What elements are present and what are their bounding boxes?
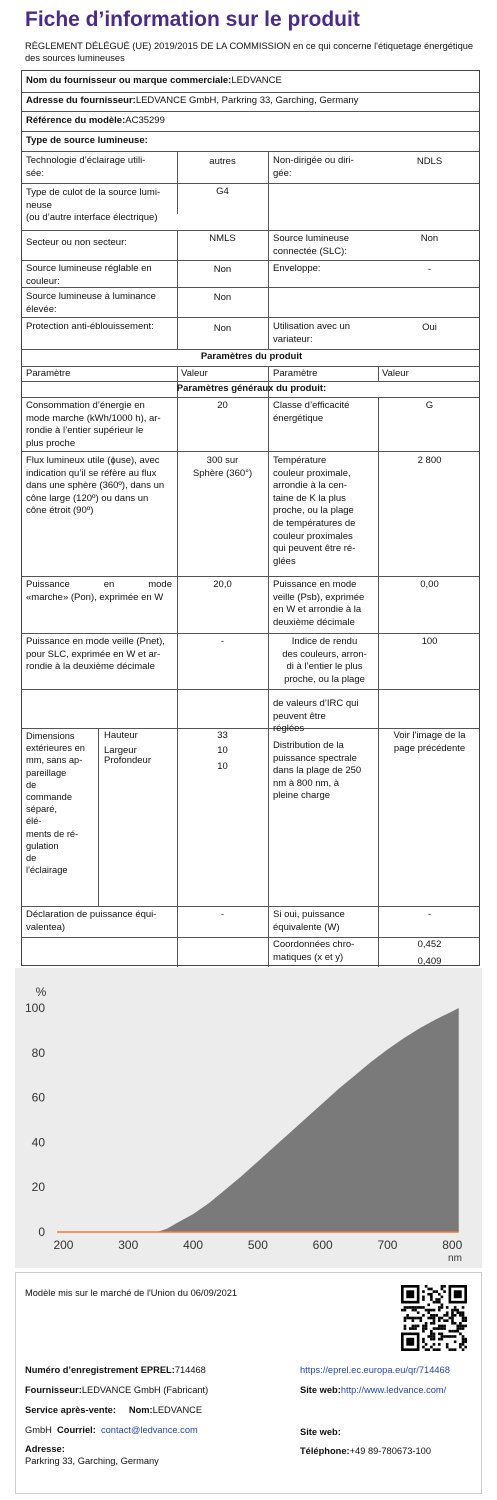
col-value-2: Valeur [382, 368, 409, 379]
height-label: Hauteur [104, 730, 138, 741]
on-mode-power-label: Puissance en mode «marche» (Pon), exprimée en W [26, 579, 172, 603]
equivalent-power-value: - [220, 909, 225, 920]
website-link[interactable]: http://www.ledvance.com/ [340, 1385, 447, 1395]
y-tick-label: 0 [38, 1225, 45, 1239]
high-luminance-value: Non [213, 292, 232, 303]
spectral-power-chart-svg [15, 968, 482, 1268]
eprel-registration: Numéro d’enregistrement EPREL:714468 [25, 1365, 206, 1375]
height-value: 33 [217, 730, 228, 741]
dimensions-label: Dimensions extérieures en mm, sans ap- pareillage de commande séparé, élé- ments de ré- gulation de l'éclairage [26, 731, 85, 876]
cri-label-continued: de valeurs d’IRC qui peuvent être réglées [273, 698, 359, 735]
useful-flux-label: Flux lumineux utile (ɸuse), avec indication qu’il se réfère au flux dans une sphère (360º), dans un cône large (120º) ou dans un cône étroit (90º) [26, 455, 165, 517]
on-mode-power-value: 20,0 [213, 579, 232, 590]
cri-value: 100 [421, 636, 438, 647]
efficiency-class-label: Classe d’efficacité énergétique [273, 400, 350, 424]
network-standby-label: Puissance en mode veille (Pnet), pour SLC, exprimée en W et ar- rondie à la deuxième décimale [26, 636, 165, 673]
chromaticity-x: 0,452 [417, 939, 442, 950]
equivalent-power-label: Déclaration de puissance équi- valentea) [26, 909, 157, 933]
connected-value: Non [420, 233, 439, 244]
product-info-table [21, 70, 480, 966]
equivalent-power-yes-value: - [427, 909, 432, 920]
lighting-technology-label: Technologie d’éclairage utili- sée: [26, 155, 146, 179]
footer-supplier: Fournisseur:LEDVANCE GmbH (Fabricant) [25, 1385, 209, 1395]
standby-power-label: Puissance en mode veille (Psb), exprimée en W et arrondie à la deuxième décimale [273, 579, 365, 628]
consumption-value: 20 [217, 400, 228, 411]
x-tick-label: 700 [377, 1238, 398, 1252]
connected-label: Source lumineuse connectée (SLC): [273, 233, 350, 257]
dimmable-value: Oui [422, 322, 437, 333]
supplier-address: Adresse du fournisseur:LEDVANCE GmbH, Parkring 33, Garching, Germany [26, 95, 359, 106]
y-tick-label: 80 [31, 1045, 45, 1060]
mains-label: Secteur ou non secteur: [26, 237, 127, 248]
colour-tunable-value: Non [213, 264, 232, 275]
after-sales-address: Adresse: Parkring 33, Garching, Germany [25, 1444, 159, 1466]
footer-phone: Téléphone:+49 89-780673-100 [300, 1446, 432, 1456]
x-tick-label: 400 [183, 1238, 204, 1252]
network-standby-value: - [220, 636, 225, 647]
after-sales: Service après-vente: Nom:LEDVANCE [25, 1405, 203, 1415]
dimmable-label: Utilisation avec un variateur: [273, 321, 351, 345]
envelope-label: Enveloppe: [273, 263, 321, 274]
regulation-text: RÈGLEMENT DÉLÉGUÉ (UE) 2019/2015 DE LA COMMISSION en ce qui concerne l'étiquetage énergétique des sources lumineuses [25, 41, 474, 63]
x-tick-label: 300 [118, 1238, 139, 1252]
anti-glare-value: Non [213, 323, 232, 334]
footer [15, 1272, 482, 1494]
params-heading: Paramètres du produit [200, 351, 303, 362]
y-tick-label: 100 [24, 1001, 45, 1015]
x-tick-label: 200 [53, 1238, 74, 1252]
market-date: Modèle mis sur le marché de l'Union du 06/09/2021 [25, 1288, 238, 1298]
qr-code[interactable] [401, 1285, 467, 1351]
footer-website-2: Site web: [300, 1427, 341, 1437]
lighting-technology-value: autres [209, 156, 236, 167]
equivalent-power-yes-label: Si oui, puissance équivalente (W) [273, 909, 345, 933]
supplier-name: Nom du fournisseur ou marque commerciale:LEDVANCE [26, 75, 282, 86]
source-type-heading: Type de source lumineuse: [26, 135, 148, 146]
efficiency-class-value: G [425, 400, 434, 411]
depth-value: 10 [217, 761, 228, 772]
after-sales-email: GmbH Courriel: contact@ledvance.com [25, 1425, 198, 1435]
y-tick-label: 60 [31, 1090, 45, 1105]
spectral-power-chart [15, 968, 482, 1268]
colour-tunable-label: Source lumineuse réglable en couleur: [26, 263, 152, 287]
col-value-1: Valeur [181, 368, 208, 379]
cri-label: Indice de rendu des couleurs, arron- di à l’entier le plus proche, ou la plage [282, 636, 367, 685]
spectral-distribution-value: Voir l'image de la page précédente [393, 730, 466, 754]
y-tick-label: 40 [31, 1135, 45, 1150]
footer-website: Site web:http://www.ledvance.com/ [300, 1385, 447, 1395]
chromaticity-label: Coordonnées chro- matiques (x et y) [273, 939, 355, 963]
general-params-heading: Paramètres généraux du produit: [176, 383, 327, 394]
x-tick-label: 800 [442, 1238, 463, 1252]
spectral-distribution-label: Distribution de la puissance spectrale dans la plage de 250 nm à 800 nm, à pleine charge [273, 740, 362, 802]
cct-value: 2 800 [417, 455, 442, 466]
col-param-1: Paramètre [26, 368, 71, 379]
standby-power-value: 0,00 [420, 579, 439, 590]
anti-glare-label: Protection anti-éblouissement: [26, 321, 154, 332]
cap-type-value: G4 [216, 186, 229, 197]
width-value: 10 [217, 745, 228, 756]
directional-label: Non-dirigée ou diri- gée: [273, 155, 354, 179]
directional-value: NDLS [416, 156, 443, 167]
col-param-2: Paramètre [273, 368, 318, 379]
width-label: Largeur [104, 745, 137, 756]
spectrum-area [96, 1008, 459, 1232]
x-tick-label: 500 [247, 1238, 268, 1252]
page-title: Fiche d’information sur le produit [25, 8, 360, 31]
cap-type-label: Type de culot de la source lumi- neuse (ou d’autre interface électrique) [26, 187, 161, 224]
chromaticity-y: 0,409 [417, 956, 442, 967]
y-tick-label: 20 [31, 1180, 45, 1195]
high-luminance-label: Source lumineuse à luminance élevée: [26, 291, 156, 315]
eprel-link[interactable]: https://eprel.ec.europa.eu/qr/714468 [300, 1365, 450, 1375]
y-axis-label: % [35, 985, 47, 999]
email-link[interactable]: contact@ledvance.com [100, 1425, 198, 1435]
depth-label: Profondeur [104, 755, 152, 766]
model-reference: Référence du modèle:AC35299 [26, 115, 165, 126]
consumption-label: Consommation d’énergie en mode marche (kWh/1000 h), ar- rondie à l’entier supérieur le plus proche [26, 400, 161, 449]
useful-flux-value: 300 sur Sphère (360°) [192, 455, 253, 479]
x-axis-label: nm [448, 1253, 462, 1264]
mains-value: NMLS [209, 233, 236, 244]
cct-label: Température couleur proximale, arrondie à la cen- taine de K la plus proche, ou la plage de températures de couleur proximales qui peuvent être ré- glées [273, 455, 356, 567]
envelope-value: - [427, 264, 432, 275]
x-tick-label: 600 [312, 1238, 333, 1252]
